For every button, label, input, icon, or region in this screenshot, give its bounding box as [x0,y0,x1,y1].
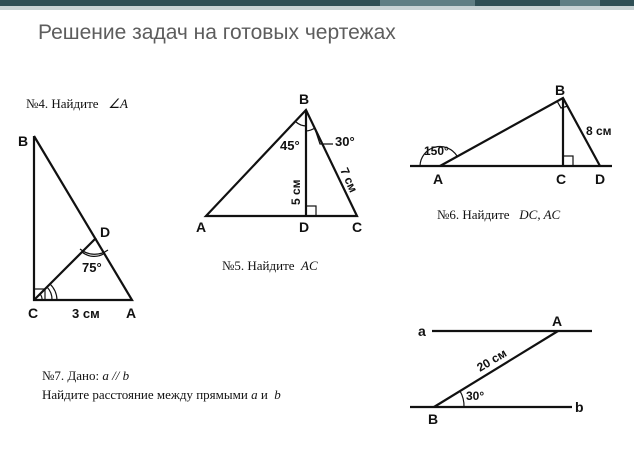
fig4-label-c: C [28,305,39,321]
fig4-side-ca: 3 см [72,306,100,321]
fig5-label-b: B [299,91,310,107]
fig6-label-d: D [595,171,606,187]
fig5-side-bd: 5 см [289,179,303,205]
fig6-angle-150: 150° [424,144,449,158]
task-6-target: DC, AC [519,207,561,222]
task-7-question-text: Найдите расстояние между прямыми [42,387,248,402]
fig5-label-a: A [196,219,207,235]
fig6-side-bd: 8 см [586,124,612,138]
task-7-line-b: b [274,387,281,402]
fig5-angle-45-arc [296,122,306,126]
fig7-label-b: B [428,411,439,427]
fig7-label-a: A [552,313,563,329]
task-4-target: ∠A [108,96,128,111]
fig5-side-bc: 7 см [337,165,361,195]
task-7-and: и [260,387,268,402]
fig4-angle-75: 75° [82,260,102,275]
fig6-label-a: A [433,171,444,187]
figure-7 [410,313,592,427]
fig7-label-line-a: a [418,323,426,339]
fig4-label-b: B [18,133,29,149]
fig7-side-ab: 20 см [474,345,510,375]
task-5-target: AC [301,258,318,273]
task-7-given-value: a // b [102,368,130,383]
fig5-angle-45: 45° [280,138,300,153]
fig6-triangle-sides [440,98,600,166]
fig4-triangle [34,136,132,300]
task-6-label: №6. Найдите [437,207,510,222]
fig6-right-angle-c [563,156,573,166]
figure-5 [196,91,362,235]
task-4-label: №4. Найдите [26,96,99,111]
task-5-label: №5. Найдите [222,258,295,273]
figure-6 [410,82,612,187]
fig5-triangle [206,110,357,216]
fig4-label-d: D [100,224,111,240]
fig7-angle-30: 30° [466,389,485,403]
fig5-label-c: C [352,219,363,235]
fig6-label-b: B [555,82,566,98]
fig4-angle-arc [47,287,52,300]
fig7-angle-30-arc [460,391,464,407]
fig5-angle-30-arc [306,128,315,131]
fig7-label-line-b: b [575,399,584,415]
task-7-given-label: №7. Дано: [42,368,100,383]
fig7-segment-ab [434,331,558,407]
fig5-angle-30: 30° [335,134,355,149]
fig5-label-d: D [299,219,310,235]
task-7-line-a: a [251,387,258,402]
fig5-angle-30-pointer [315,129,333,144]
fig5-right-angle-mark [306,206,316,216]
figure-4 [18,133,136,321]
fig4-label-a: A [126,305,137,321]
fig6-label-c: C [556,171,567,187]
slide-title: Решение задач на готовых чертежах [38,21,396,44]
